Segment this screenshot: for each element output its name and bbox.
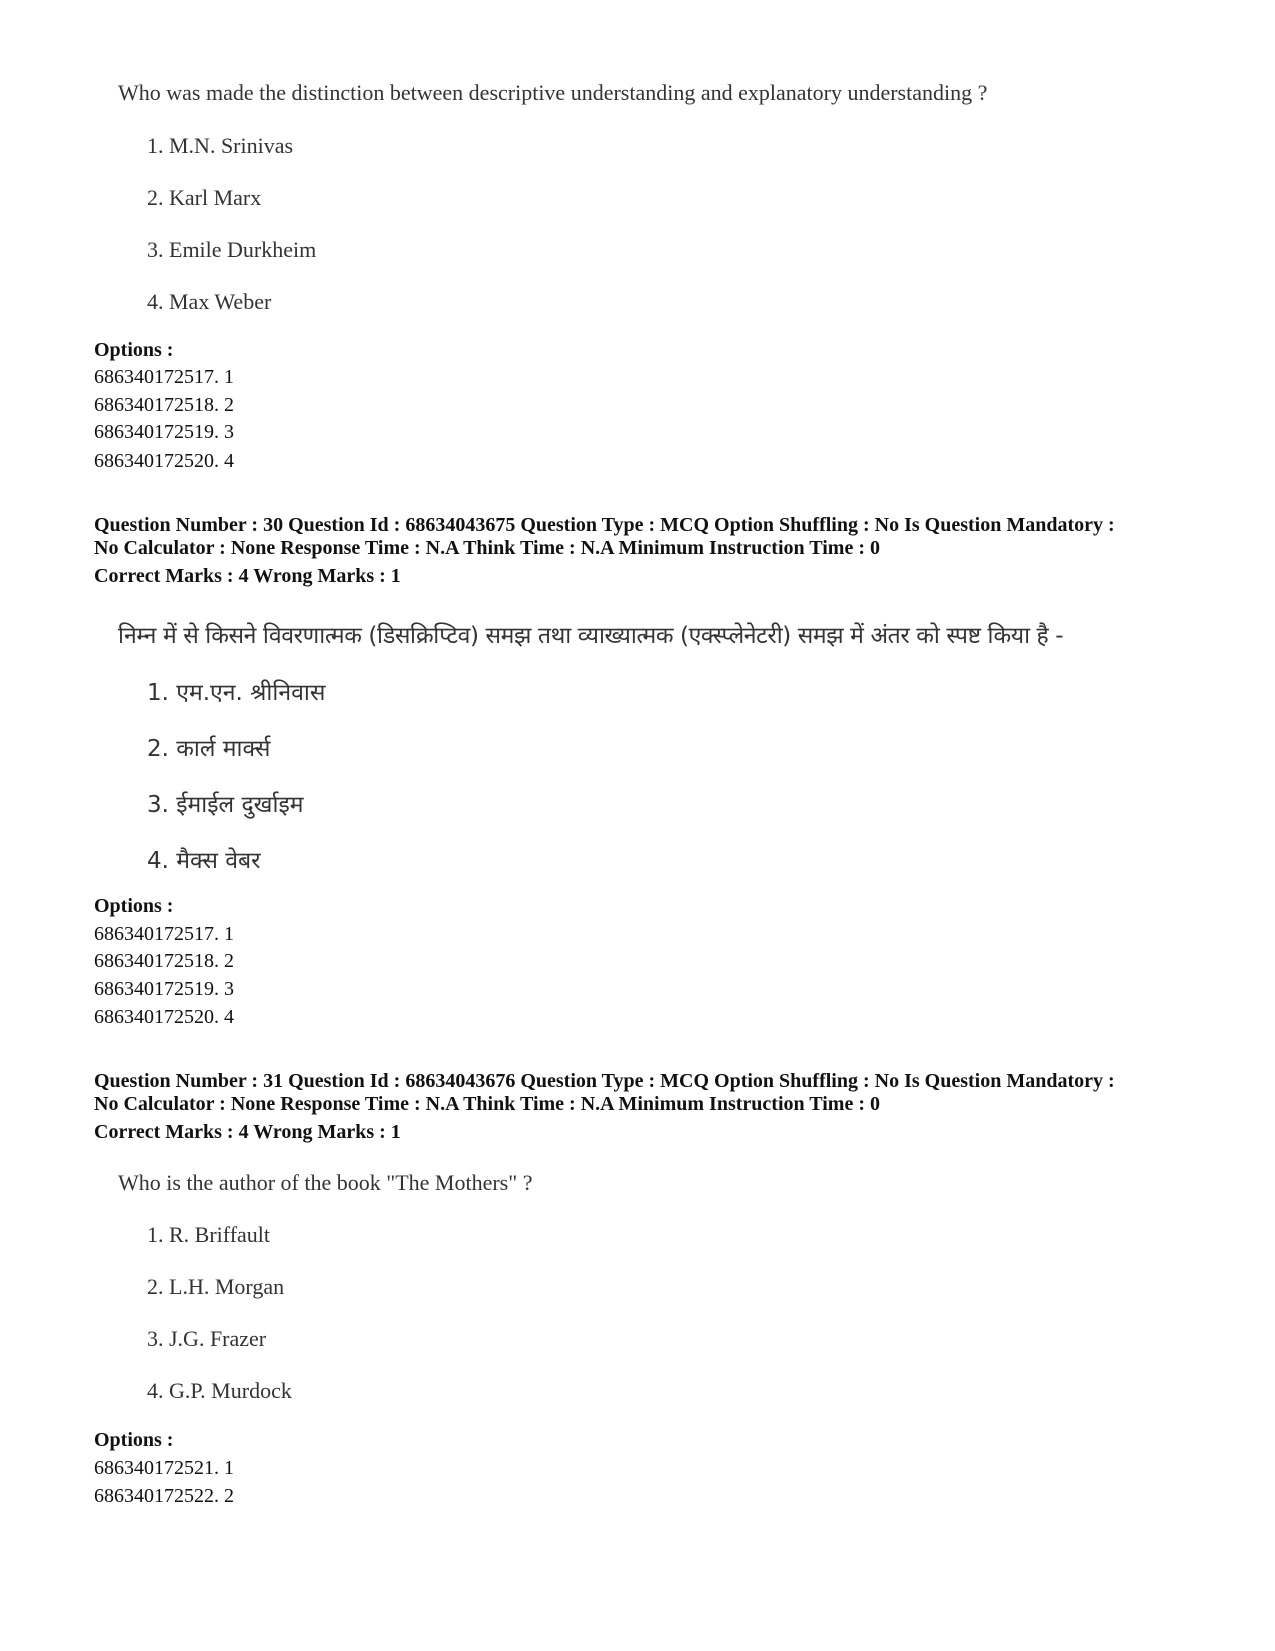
choice-4: 4. Max Weber bbox=[147, 289, 272, 314]
question-text: निम्न में से किसने विवरणात्मक (डिसक्रिप्टिव) समझ तथा व्याख्यात्मक (एक्स्प्लेनेटरी) समझ में अंतर को स्पष्ट किया है - bbox=[118, 623, 1064, 649]
option-line: 686340172518. 2 bbox=[94, 950, 234, 972]
choice-1: 1. R. Briffault bbox=[147, 1222, 271, 1247]
question-meta-line1: Question Number : 31 Question Id : 68634043676 Question Type : MCQ Option Shuffling : No Is Question Mandatory : bbox=[94, 1070, 1115, 1092]
options-label: Options : bbox=[94, 1429, 174, 1451]
choice-4: 4. मैक्स वेबर bbox=[147, 848, 261, 874]
choice-2: 2. L.H. Morgan bbox=[147, 1274, 285, 1299]
choice-3: 3. Emile Durkheim bbox=[147, 237, 317, 262]
option-line: 686340172519. 3 bbox=[94, 978, 234, 1000]
question-text: Who was made the distinction between descriptive understanding and explanatory understanding ? bbox=[118, 80, 988, 105]
choice-2: 2. कार्ल मार्क्स bbox=[147, 736, 271, 762]
option-line: 686340172520. 4 bbox=[94, 450, 234, 472]
options-label: Options : bbox=[94, 339, 174, 361]
choice-2: 2. Karl Marx bbox=[147, 185, 262, 210]
option-line: 686340172518. 2 bbox=[94, 394, 234, 416]
options-label: Options : bbox=[94, 895, 174, 917]
choice-1: 1. एम.एन. श्रीनिवास bbox=[147, 680, 326, 706]
option-line: 686340172522. 2 bbox=[94, 1485, 234, 1507]
question-meta-line2: No Calculator : None Response Time : N.A Think Time : N.A Minimum Instruction Time : 0 bbox=[94, 1093, 880, 1115]
question-meta-line1: Question Number : 30 Question Id : 68634043675 Question Type : MCQ Option Shuffling : No Is Question Mandatory : bbox=[94, 514, 1115, 536]
question-marks: Correct Marks : 4 Wrong Marks : 1 bbox=[94, 1121, 401, 1143]
option-line: 686340172517. 1 bbox=[94, 923, 234, 945]
choice-4: 4. G.P. Murdock bbox=[147, 1378, 292, 1403]
question-meta-line2: No Calculator : None Response Time : N.A Think Time : N.A Minimum Instruction Time : 0 bbox=[94, 537, 880, 559]
option-line: 686340172519. 3 bbox=[94, 421, 234, 443]
option-line: 686340172520. 4 bbox=[94, 1006, 234, 1028]
choice-1: 1. M.N. Srinivas bbox=[147, 133, 294, 158]
option-line: 686340172521. 1 bbox=[94, 1457, 234, 1479]
choice-3: 3. ईमाईल दुर्खाइम bbox=[147, 792, 304, 818]
question-marks: Correct Marks : 4 Wrong Marks : 1 bbox=[94, 565, 401, 587]
question-text: Who is the author of the book "The Mothers" ? bbox=[118, 1170, 533, 1195]
choice-3: 3. J.G. Frazer bbox=[147, 1326, 267, 1351]
option-line: 686340172517. 1 bbox=[94, 366, 234, 388]
